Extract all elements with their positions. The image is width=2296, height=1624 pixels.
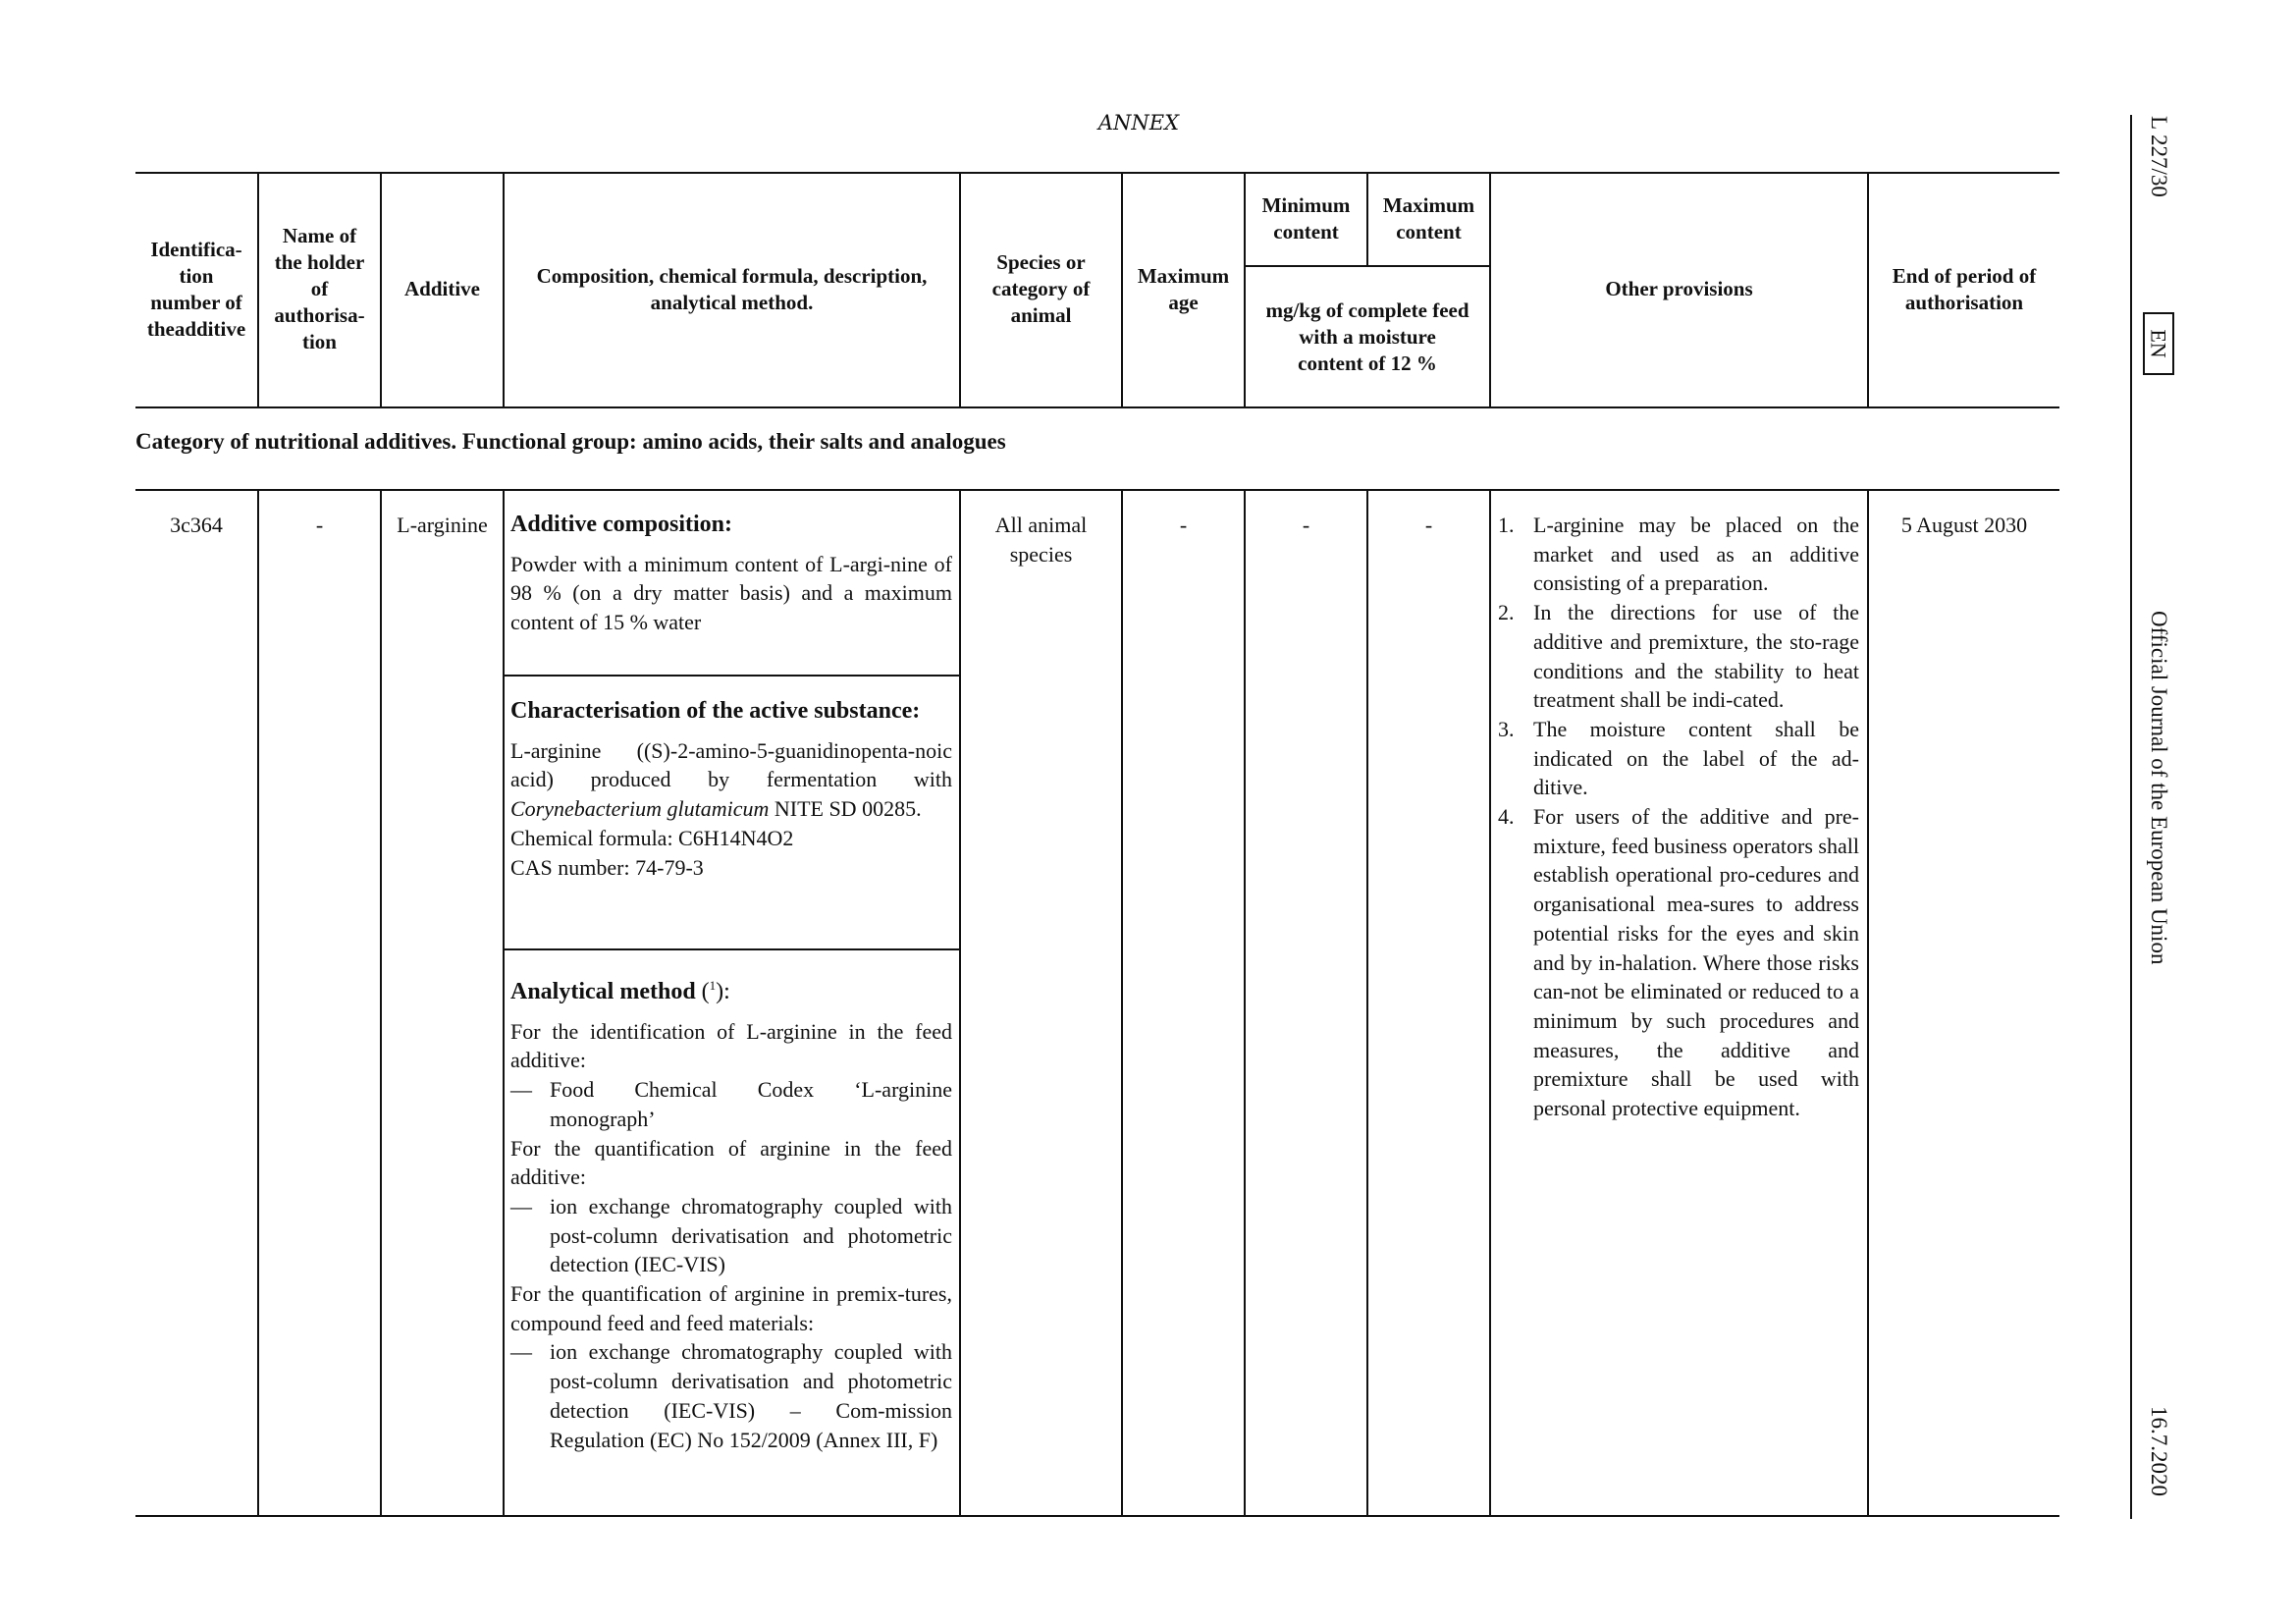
header-species: Species or category of animal	[991, 250, 1091, 327]
analytical-p3: For the quantification of arginine in premix-tures, compound feed and feed materials:	[510, 1281, 952, 1335]
footnote-ref: 1	[709, 978, 717, 993]
col-rule	[1244, 489, 1246, 1515]
header-end-period: End of period of authorisation	[1892, 263, 2037, 314]
provision-item: 1. L-arginine may be placed on the market and used as an additive consisting of a preparation.	[1498, 513, 1859, 596]
header-id-number: Identifica- tion number of theadditive	[146, 237, 246, 341]
col-rule	[959, 489, 961, 1515]
organism-name: Corynebacterium glutamicum	[510, 796, 770, 822]
annex-title: ANNEX	[1097, 111, 1180, 135]
cell-additive: L-arginine	[397, 513, 488, 537]
header-additive: Additive	[403, 277, 480, 300]
col-rule	[1366, 489, 1368, 1515]
header-other-provisions: Other provisions	[1605, 277, 1753, 300]
analytical-method-heading: Analytical method ($^1$):	[510, 978, 730, 1004]
characterisation-heading: Characterisation of the active substance:	[510, 698, 921, 724]
header-min-content: Minimum content	[1261, 192, 1351, 244]
header-composition: Composition, chemical formula, description, analytical method.	[536, 263, 928, 314]
characterisation-box	[510, 697, 952, 882]
page-reference: L 227/30	[2147, 116, 2171, 197]
header-units: mg/kg of complete feed with a moisture content of 12 %	[1265, 298, 1469, 375]
analytical-d1: — Food Chemical Codex ‘L-arginine monograph’	[510, 1077, 952, 1131]
category-bottom-rule	[135, 489, 2059, 491]
analytical-method-box	[510, 971, 952, 1454]
col-rule	[380, 489, 382, 1515]
language-badge: EN	[2143, 312, 2174, 375]
col-rule	[1121, 489, 1123, 1515]
authorisation-table	[135, 172, 2059, 1517]
publication-date: 16.7.2020	[2147, 1406, 2171, 1496]
provision-item: 3. The moisture content shall be indicated on the label of the ad-ditive.	[1498, 716, 1859, 800]
cell-max-content: -	[1424, 513, 1433, 537]
table-bottom-rule	[135, 1515, 2059, 1517]
col-rule	[257, 489, 259, 1515]
col-rule	[1489, 489, 1491, 1515]
category-row: Category of nutritional additives. Functional group: amino acids, their salts and analogues	[135, 429, 1006, 454]
additive-composition-heading: Additive composition:	[510, 512, 733, 537]
cell-min-content: -	[1302, 513, 1310, 537]
characterisation-text: L-arginine ((S)-2-amino-5-guanidinopenta-noic acid) produced by fermentation with Corynebacterium glutamicum NITE SD 00285.	[510, 737, 952, 822]
other-provisions-list	[1498, 511, 1859, 1123]
col-rule	[503, 489, 505, 1515]
journal-title: Official Journal of the European Union	[2147, 611, 2171, 965]
additive-composition-text: Powder with a minimum content of L-argi-nine of 98 % (on a dry matter basis) and a maximum content of 15 % water	[510, 551, 952, 635]
analytical-d3: — ion exchange chromatography coupled with post-column derivatisation and photometric detection (IEC-VIS) – Com-mission Regulation (EC) No 152/2009 (Annex III, F)	[510, 1339, 952, 1452]
cell-end-period: 5 August 2030	[1900, 513, 2028, 537]
cell-id-number: 3c364	[170, 513, 223, 537]
header-bottom-rule	[135, 406, 2059, 408]
provision-item: 4. For users of the additive and pre-mixture, feed business operators shall establish operational pro-cedures and organisational mea-sures to address potential risks for the eyes and skin and by in-halation. Where those risks can-not be eliminated or reduced to a minimum by such procedures and measures, the additive and premixture shall be used with personal protective equipment.	[1498, 804, 1859, 1121]
analytical-p1: For the identification of L-arginine in the feed additive:	[510, 1018, 952, 1073]
chemical-formula: Chemical formula: C6H14N4O2	[510, 825, 794, 850]
cell-max-age: -	[1179, 513, 1188, 537]
provision-item: 2. In the directions for use of the additive and premixture, the sto-rage conditions and the stability to heat treatment shall be indi-cated.	[1498, 600, 1859, 713]
analytical-p2: For the quantification of arginine in the feed additive:	[510, 1135, 952, 1190]
cell-holder: -	[315, 513, 324, 537]
cell-species: All animal species	[994, 513, 1088, 567]
header-max-age: Maximum age	[1137, 263, 1230, 314]
col-rule	[1867, 489, 1869, 1515]
composition-divider-1	[503, 675, 959, 677]
analytical-d2: — ion exchange chromatography coupled with post-column derivatisation and photometric detection (IEC-VIS)	[510, 1193, 952, 1277]
composition-divider-2	[503, 948, 959, 950]
margin-rule	[2130, 115, 2132, 1519]
header-max-content: Maximum content	[1382, 192, 1475, 244]
additive-composition-box	[510, 511, 952, 637]
cas-number: CAS number: 74-79-3	[510, 854, 704, 880]
header-holder: Name of the holder of authorisa- tion	[274, 224, 365, 353]
